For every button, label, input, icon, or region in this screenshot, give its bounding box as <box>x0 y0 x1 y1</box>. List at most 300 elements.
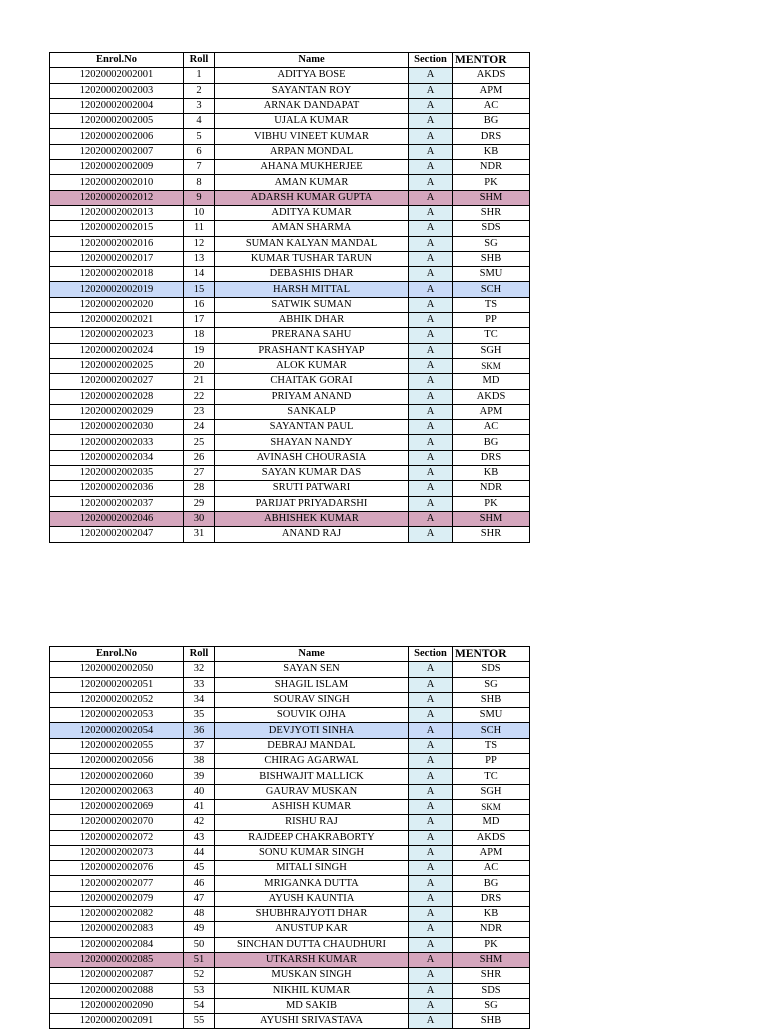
table-row <box>50 190 530 205</box>
student-roster-table-2 <box>49 646 530 1029</box>
table-row <box>50 677 530 692</box>
name-cell: SINCHAN DUTTA CHAUDHURI <box>215 937 409 952</box>
mentor-cell: APM <box>453 83 530 98</box>
name-cell: ABHISHEK KUMAR <box>215 511 409 526</box>
section-cell: A <box>409 738 453 753</box>
name-cell: CHAITAK GORAI <box>215 374 409 389</box>
enrol-cell: 12020002002037 <box>50 496 184 511</box>
table-row <box>50 876 530 891</box>
roll-cell: 50 <box>184 937 215 952</box>
name-cell: ANAND RAJ <box>215 527 409 542</box>
name-cell: MD SAKIB <box>215 998 409 1013</box>
enrol-cell: 12020002002028 <box>50 389 184 404</box>
section-cell: A <box>409 754 453 769</box>
table-row <box>50 692 530 707</box>
enrol-cell: 12020002002035 <box>50 466 184 481</box>
enrol-cell: 12020002002006 <box>50 129 184 144</box>
section-cell: A <box>409 922 453 937</box>
name-cell: AYUSH KAUNTIA <box>215 891 409 906</box>
name-cell: PRIYAM ANAND <box>215 389 409 404</box>
name-cell: MITALI SINGH <box>215 861 409 876</box>
mentor-cell: APM <box>453 404 530 419</box>
enrol-cell: 12020002002084 <box>50 937 184 952</box>
table-row <box>50 175 530 190</box>
table-row <box>50 313 530 328</box>
section-cell: A <box>409 481 453 496</box>
section-cell: A <box>409 784 453 799</box>
enrol-cell: 12020002002023 <box>50 328 184 343</box>
mentor-cell: NDR <box>453 922 530 937</box>
section-cell: A <box>409 708 453 723</box>
table-row <box>50 251 530 266</box>
enrol-cell: 12020002002085 <box>50 952 184 967</box>
enrol-cell: 12020002002029 <box>50 404 184 419</box>
name-cell: MRIGANKA DUTTA <box>215 876 409 891</box>
roll-cell: 54 <box>184 998 215 1013</box>
table-row <box>50 527 530 542</box>
enrol-cell: 12020002002082 <box>50 907 184 922</box>
section-cell: A <box>409 389 453 404</box>
roll-cell: 49 <box>184 922 215 937</box>
section-cell: A <box>409 282 453 297</box>
name-cell: SANKALP <box>215 404 409 419</box>
table-row <box>50 784 530 799</box>
name-cell: UTKARSH KUMAR <box>215 952 409 967</box>
mentor-cell: PK <box>453 937 530 952</box>
name-cell: AYUSHI SRIVASTAVA <box>215 1014 409 1029</box>
roll-cell: 26 <box>184 450 215 465</box>
roll-cell: 16 <box>184 297 215 312</box>
section-cell: A <box>409 1014 453 1029</box>
section-cell: A <box>409 129 453 144</box>
name-cell: AMAN SHARMA <box>215 221 409 236</box>
mentor-cell: SHM <box>453 511 530 526</box>
table-row <box>50 83 530 98</box>
section-cell: A <box>409 799 453 814</box>
roll-cell: 33 <box>184 677 215 692</box>
table-row <box>50 937 530 952</box>
enrol-cell: 12020002002003 <box>50 83 184 98</box>
section-cell: A <box>409 221 453 236</box>
name-cell: ARNAK DANDAPAT <box>215 98 409 113</box>
section-cell: A <box>409 845 453 860</box>
mentor-cell: SHB <box>453 251 530 266</box>
enrol-cell: 12020002002018 <box>50 267 184 282</box>
section-cell: A <box>409 983 453 998</box>
section-cell: A <box>409 83 453 98</box>
name-cell: RISHU RAJ <box>215 815 409 830</box>
roll-cell: 6 <box>184 144 215 159</box>
roll-cell: 32 <box>184 662 215 677</box>
enrol-cell: 12020002002047 <box>50 527 184 542</box>
mentor-cell: APM <box>453 845 530 860</box>
roll-cell: 3 <box>184 98 215 113</box>
name-cell: HARSH MITTAL <box>215 282 409 297</box>
mentor-cell: MD <box>453 815 530 830</box>
section-cell: A <box>409 297 453 312</box>
mentor-cell: SHR <box>453 968 530 983</box>
roll-cell: 30 <box>184 511 215 526</box>
enrol-cell: 12020002002063 <box>50 784 184 799</box>
table-row <box>50 983 530 998</box>
section-cell: A <box>409 527 453 542</box>
mentor-cell: TC <box>453 769 530 784</box>
table-row <box>50 799 530 814</box>
mentor-cell: NDR <box>453 160 530 175</box>
mentor-cell: AKDS <box>453 830 530 845</box>
mentor-cell: AKDS <box>453 389 530 404</box>
section-cell: A <box>409 374 453 389</box>
roll-header: Roll <box>184 647 215 662</box>
enrol-cell: 12020002002072 <box>50 830 184 845</box>
table-row <box>50 267 530 282</box>
mentor-cell: KB <box>453 466 530 481</box>
enrol-cell: 12020002002027 <box>50 374 184 389</box>
table-row <box>50 374 530 389</box>
enrol-cell: 12020002002051 <box>50 677 184 692</box>
roll-cell: 40 <box>184 784 215 799</box>
table-row <box>50 114 530 129</box>
table-row <box>50 160 530 175</box>
section-cell: A <box>409 343 453 358</box>
name-cell: SAYAN SEN <box>215 662 409 677</box>
section-cell: A <box>409 144 453 159</box>
enrol-cell: 12020002002021 <box>50 313 184 328</box>
enrol-cell: 12020002002034 <box>50 450 184 465</box>
roll-cell: 36 <box>184 723 215 738</box>
name-cell: SATWIK SUMAN <box>215 297 409 312</box>
section-cell: A <box>409 677 453 692</box>
section-cell: A <box>409 313 453 328</box>
name-cell: SHAYAN NANDY <box>215 435 409 450</box>
table-row <box>50 420 530 435</box>
enrol-cell: 12020002002005 <box>50 114 184 129</box>
name-cell: ANUSTUP KAR <box>215 922 409 937</box>
section-cell: A <box>409 815 453 830</box>
section-cell: A <box>409 723 453 738</box>
table-row <box>50 754 530 769</box>
enrol-cell: 12020002002073 <box>50 845 184 860</box>
roll-cell: 35 <box>184 708 215 723</box>
mentor-cell: SMU <box>453 708 530 723</box>
table-row <box>50 708 530 723</box>
enrol-cell: 12020002002016 <box>50 236 184 251</box>
enrol-cell: 12020002002083 <box>50 922 184 937</box>
section-cell: A <box>409 968 453 983</box>
table-row <box>50 968 530 983</box>
table-row <box>50 450 530 465</box>
table-row <box>50 907 530 922</box>
table-row <box>50 845 530 860</box>
name-cell: SAYAN KUMAR DAS <box>215 466 409 481</box>
mentor-cell: NDR <box>453 481 530 496</box>
section-cell: A <box>409 769 453 784</box>
mentor-cell: SDS <box>453 221 530 236</box>
roll-cell: 10 <box>184 205 215 220</box>
table-row <box>50 952 530 967</box>
roll-cell: 4 <box>184 114 215 129</box>
mentor-cell: PK <box>453 496 530 511</box>
table-row <box>50 98 530 113</box>
mentor-cell: SG <box>453 677 530 692</box>
roll-cell: 47 <box>184 891 215 906</box>
roll-cell: 34 <box>184 692 215 707</box>
table-row <box>50 830 530 845</box>
section-cell: A <box>409 891 453 906</box>
roll-cell: 28 <box>184 481 215 496</box>
name-cell: ALOK KUMAR <box>215 358 409 373</box>
section-cell: A <box>409 830 453 845</box>
mentor-cell: AC <box>453 861 530 876</box>
enrol-cell: 12020002002015 <box>50 221 184 236</box>
section-cell: A <box>409 450 453 465</box>
section-cell: A <box>409 205 453 220</box>
mentor-cell: SHR <box>453 527 530 542</box>
mentor-cell: SDS <box>453 983 530 998</box>
mentor-cell: TS <box>453 297 530 312</box>
table-row <box>50 343 530 358</box>
mentor-cell: PP <box>453 754 530 769</box>
enrol-cell: 12020002002091 <box>50 1014 184 1029</box>
roll-cell: 31 <box>184 527 215 542</box>
section-cell: A <box>409 435 453 450</box>
name-cell: SHUBHRAJYOTI DHAR <box>215 907 409 922</box>
roll-cell: 21 <box>184 374 215 389</box>
name-cell: ADITYA BOSE <box>215 68 409 83</box>
name-cell: SAYANTAN ROY <box>215 83 409 98</box>
section-cell: A <box>409 68 453 83</box>
mentor-cell: SDS <box>453 662 530 677</box>
name-cell: SRUTI PATWARI <box>215 481 409 496</box>
roll-cell: 48 <box>184 907 215 922</box>
enrol-cell: 12020002002076 <box>50 861 184 876</box>
section-cell: A <box>409 160 453 175</box>
enrol-cell: 12020002002060 <box>50 769 184 784</box>
name-cell: SAYANTAN PAUL <box>215 420 409 435</box>
enrol-cell: 12020002002036 <box>50 481 184 496</box>
enrol-cell: 12020002002069 <box>50 799 184 814</box>
mentor-cell: KB <box>453 907 530 922</box>
mentor-cell: TC <box>453 328 530 343</box>
table-row <box>50 466 530 481</box>
section-cell: A <box>409 404 453 419</box>
section-cell: A <box>409 236 453 251</box>
mentor-cell: BG <box>453 114 530 129</box>
name-cell: GAURAV MUSKAN <box>215 784 409 799</box>
mentor-cell: PP <box>453 313 530 328</box>
name-cell: PRASHANT KASHYAP <box>215 343 409 358</box>
table-row <box>50 998 530 1013</box>
table-row <box>50 358 530 373</box>
enrol-cell: 12020002002052 <box>50 692 184 707</box>
section-cell: A <box>409 662 453 677</box>
mentor-cell: DRS <box>453 129 530 144</box>
roll-cell: 23 <box>184 404 215 419</box>
mentor-cell: SGH <box>453 343 530 358</box>
table-row <box>50 922 530 937</box>
table-row <box>50 662 530 677</box>
mentor-cell: SHB <box>453 1014 530 1029</box>
mentor-header: MENTOR <box>453 53 530 68</box>
mentor-cell: DRS <box>453 450 530 465</box>
name-cell: KUMAR TUSHAR TARUN <box>215 251 409 266</box>
enrol-cell: 12020002002088 <box>50 983 184 998</box>
enrol-cell: 12020002002070 <box>50 815 184 830</box>
section-cell: A <box>409 251 453 266</box>
roll-cell: 18 <box>184 328 215 343</box>
name-cell: DEBRAJ MANDAL <box>215 738 409 753</box>
roll-cell: 53 <box>184 983 215 998</box>
table-row <box>50 723 530 738</box>
enrol-cell: 12020002002050 <box>50 662 184 677</box>
name-cell: MUSKAN SINGH <box>215 968 409 983</box>
mentor-cell: SHB <box>453 692 530 707</box>
name-cell: PRERANA SAHU <box>215 328 409 343</box>
enrol-cell: 12020002002017 <box>50 251 184 266</box>
enrol-cell: 12020002002030 <box>50 420 184 435</box>
mentor-cell: SMU <box>453 267 530 282</box>
mentor-cell: SGH <box>453 784 530 799</box>
name-cell: BISHWAJIT MALLICK <box>215 769 409 784</box>
mentor-cell: SCH <box>453 282 530 297</box>
name-cell: SOUVIK OJHA <box>215 708 409 723</box>
roll-cell: 1 <box>184 68 215 83</box>
roll-cell: 25 <box>184 435 215 450</box>
mentor-cell: SHR <box>453 205 530 220</box>
roll-header: Roll <box>184 53 215 68</box>
enrol-cell: 12020002002024 <box>50 343 184 358</box>
name-cell: UJALA KUMAR <box>215 114 409 129</box>
table-row <box>50 236 530 251</box>
enrol-cell: 12020002002090 <box>50 998 184 1013</box>
name-header: Name <box>215 647 409 662</box>
mentor-cell: PK <box>453 175 530 190</box>
name-cell: DEBASHIS DHAR <box>215 267 409 282</box>
table-row <box>50 144 530 159</box>
name-cell: RAJDEEP CHAKRABORTY <box>215 830 409 845</box>
roll-cell: 52 <box>184 968 215 983</box>
name-cell: ADITYA KUMAR <box>215 205 409 220</box>
table-row <box>50 769 530 784</box>
roll-cell: 24 <box>184 420 215 435</box>
section-cell: A <box>409 861 453 876</box>
section-cell: A <box>409 114 453 129</box>
table-row <box>50 205 530 220</box>
table-row <box>50 328 530 343</box>
mentor-cell: MD <box>453 374 530 389</box>
name-cell: AMAN KUMAR <box>215 175 409 190</box>
roll-cell: 55 <box>184 1014 215 1029</box>
student-roster-table-1 <box>49 52 530 543</box>
roll-cell: 7 <box>184 160 215 175</box>
enrol-header: Enrol.No <box>50 647 184 662</box>
name-cell: AVINASH CHOURASIA <box>215 450 409 465</box>
roll-cell: 12 <box>184 236 215 251</box>
mentor-cell: TS <box>453 738 530 753</box>
enrol-cell: 12020002002010 <box>50 175 184 190</box>
roll-cell: 19 <box>184 343 215 358</box>
name-cell: ARPAN MONDAL <box>215 144 409 159</box>
name-cell: PARIJAT PRIYADARSHI <box>215 496 409 511</box>
section-cell: A <box>409 692 453 707</box>
name-cell: CHIRAG AGARWAL <box>215 754 409 769</box>
name-cell: SOURAV SINGH <box>215 692 409 707</box>
mentor-cell: AKDS <box>453 68 530 83</box>
enrol-cell: 12020002002033 <box>50 435 184 450</box>
roll-cell: 20 <box>184 358 215 373</box>
section-cell: A <box>409 267 453 282</box>
name-header: Name <box>215 53 409 68</box>
section-header: Section <box>409 53 453 68</box>
roll-cell: 41 <box>184 799 215 814</box>
mentor-cell: SCH <box>453 723 530 738</box>
section-cell: A <box>409 496 453 511</box>
table-row <box>50 129 530 144</box>
mentor-cell: SKM <box>453 799 530 814</box>
section-cell: A <box>409 175 453 190</box>
mentor-cell: SHM <box>453 952 530 967</box>
roll-cell: 22 <box>184 389 215 404</box>
roll-cell: 27 <box>184 466 215 481</box>
roll-cell: 39 <box>184 769 215 784</box>
roll-cell: 45 <box>184 861 215 876</box>
table-row <box>50 496 530 511</box>
roll-cell: 14 <box>184 267 215 282</box>
table-row <box>50 389 530 404</box>
section-cell: A <box>409 907 453 922</box>
roll-cell: 9 <box>184 190 215 205</box>
name-cell: NIKHIL KUMAR <box>215 983 409 998</box>
enrol-cell: 12020002002004 <box>50 98 184 113</box>
roll-cell: 5 <box>184 129 215 144</box>
enrol-cell: 12020002002055 <box>50 738 184 753</box>
table-row <box>50 511 530 526</box>
table-row <box>50 815 530 830</box>
roll-cell: 29 <box>184 496 215 511</box>
roll-cell: 43 <box>184 830 215 845</box>
section-cell: A <box>409 511 453 526</box>
section-cell: A <box>409 98 453 113</box>
enrol-cell: 12020002002079 <box>50 891 184 906</box>
table-row <box>50 891 530 906</box>
table-row <box>50 435 530 450</box>
enrol-cell: 12020002002012 <box>50 190 184 205</box>
table-row <box>50 738 530 753</box>
roll-cell: 51 <box>184 952 215 967</box>
header-row <box>50 647 530 662</box>
section-cell: A <box>409 952 453 967</box>
roll-cell: 46 <box>184 876 215 891</box>
name-cell: ABHIK DHAR <box>215 313 409 328</box>
name-cell: SHAGIL ISLAM <box>215 677 409 692</box>
enrol-cell: 12020002002001 <box>50 68 184 83</box>
enrol-cell: 12020002002087 <box>50 968 184 983</box>
table-row <box>50 221 530 236</box>
section-cell: A <box>409 420 453 435</box>
table-row <box>50 1014 530 1029</box>
table-row <box>50 282 530 297</box>
enrol-header: Enrol.No <box>50 53 184 68</box>
roll-cell: 44 <box>184 845 215 860</box>
enrol-cell: 12020002002056 <box>50 754 184 769</box>
mentor-cell: AC <box>453 98 530 113</box>
roll-cell: 13 <box>184 251 215 266</box>
table-row <box>50 481 530 496</box>
enrol-cell: 12020002002013 <box>50 205 184 220</box>
enrol-cell: 12020002002007 <box>50 144 184 159</box>
roll-cell: 37 <box>184 738 215 753</box>
enrol-cell: 12020002002046 <box>50 511 184 526</box>
